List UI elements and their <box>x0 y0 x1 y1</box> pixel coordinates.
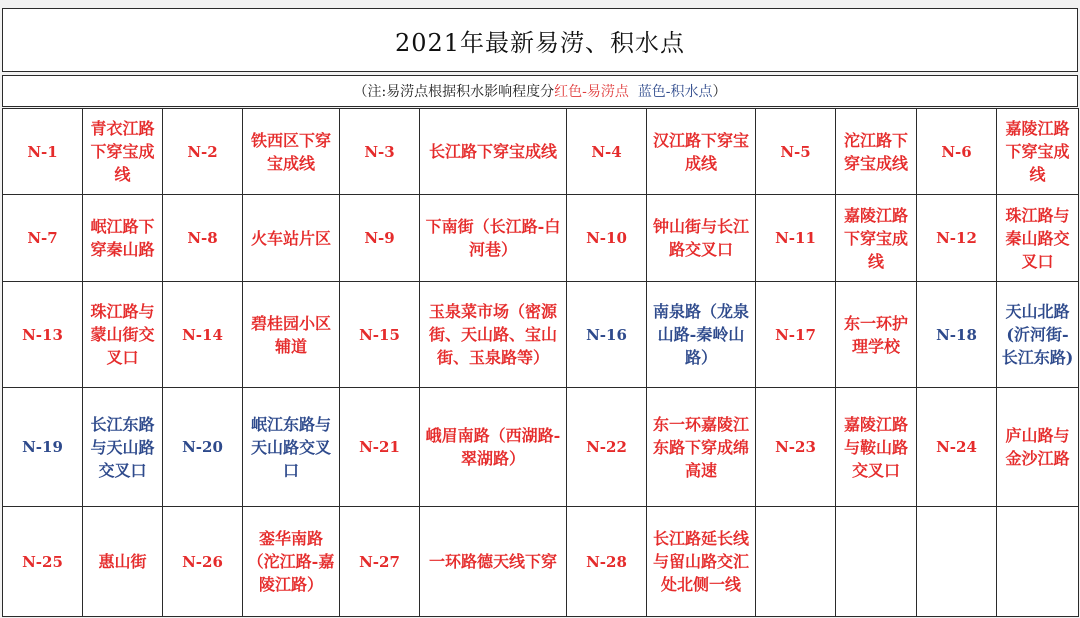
point-location-cell: 玉泉菜市场（密源街、天山路、宝山街、玉泉路等） <box>420 282 567 388</box>
point-code-cell: N-5 <box>756 109 836 195</box>
point-code-cell: N-21 <box>340 388 420 507</box>
table-row <box>3 507 1079 617</box>
point-location-cell: 惠山街 <box>83 507 163 617</box>
legend-note <box>2 75 1078 107</box>
point-code-cell: N-24 <box>917 388 997 507</box>
point-code-cell: N-4 <box>567 109 647 195</box>
point-location-cell: 火车站片区 <box>243 195 340 282</box>
point-location-cell <box>836 507 917 617</box>
point-location-cell: 嘉陵江路下穿宝成线 <box>997 109 1079 195</box>
note-prefix: （注:易涝点根据积水影响程度分 <box>353 84 555 100</box>
point-code-cell: N-7 <box>3 195 83 282</box>
point-location-cell: 下南街（长江路-白河巷） <box>420 195 567 282</box>
point-code-cell: N-19 <box>3 388 83 507</box>
point-location-cell: 天山北路(沂河街-长江东路) <box>997 282 1079 388</box>
page-title: 2021年最新易涝、积水点 <box>2 8 1078 72</box>
point-location-cell: 岷江路下穿秦山路 <box>83 195 163 282</box>
point-code-cell: N-25 <box>3 507 83 617</box>
point-location-cell: 汉江路下穿宝成线 <box>647 109 756 195</box>
legend-red: 红色-易涝点 <box>554 84 629 100</box>
point-location-cell: 岷江东路与天山路交叉口 <box>243 388 340 507</box>
point-code-cell: N-11 <box>756 195 836 282</box>
legend-blue: 蓝色-积水点 <box>637 84 713 100</box>
point-code-cell: N-16 <box>567 282 647 388</box>
point-code-cell: N-6 <box>917 109 997 195</box>
point-location-cell: 碧桂园小区辅道 <box>243 282 340 388</box>
point-code-cell: N-2 <box>163 109 243 195</box>
point-code-cell: N-27 <box>340 507 420 617</box>
point-code-cell: N-17 <box>756 282 836 388</box>
point-code-cell: N-26 <box>163 507 243 617</box>
point-code-cell: N-20 <box>163 388 243 507</box>
point-location-cell: 南泉路（龙泉山路-秦岭山路） <box>647 282 756 388</box>
point-code-cell: N-1 <box>3 109 83 195</box>
point-code-cell: N-28 <box>567 507 647 617</box>
note-suffix: ） <box>712 84 727 100</box>
point-location-cell: 铁西区下穿宝成线 <box>243 109 340 195</box>
point-location-cell: 东一环护理学校 <box>836 282 917 388</box>
point-code-cell <box>917 507 997 617</box>
flood-points-table <box>2 108 1079 617</box>
point-code-cell: N-9 <box>340 195 420 282</box>
point-location-cell: 峨眉南路（西湖路-翠湖路） <box>420 388 567 507</box>
point-location-cell: 嘉陵江路与鞍山路交叉口 <box>836 388 917 507</box>
note-gap <box>629 83 638 99</box>
point-code-cell: N-18 <box>917 282 997 388</box>
point-location-cell: 长江路延长线与留山路交汇处北侧一线 <box>647 507 756 617</box>
point-location-cell: 庐山路与金沙江路 <box>997 388 1079 507</box>
point-code-cell: N-8 <box>163 195 243 282</box>
table-row <box>3 109 1079 195</box>
table-row <box>3 195 1079 282</box>
point-code-cell: N-22 <box>567 388 647 507</box>
point-code-cell <box>756 507 836 617</box>
point-code-cell: N-12 <box>917 195 997 282</box>
table-row <box>3 388 1079 507</box>
point-code-cell: N-14 <box>163 282 243 388</box>
table-row <box>3 282 1079 388</box>
point-code-cell: N-15 <box>340 282 420 388</box>
point-location-cell: 东一环嘉陵江东路下穿成绵高速 <box>647 388 756 507</box>
point-location-cell: 长江路下穿宝成线 <box>420 109 567 195</box>
point-location-cell: 珠江路与秦山路交叉口 <box>997 195 1079 282</box>
point-location-cell: 一环路德天线下穿 <box>420 507 567 617</box>
point-location-cell: 青衣江路下穿宝成线 <box>83 109 163 195</box>
point-code-cell: N-3 <box>340 109 420 195</box>
point-code-cell: N-23 <box>756 388 836 507</box>
point-location-cell: 嘉陵江路下穿宝成线 <box>836 195 917 282</box>
point-location-cell <box>997 507 1079 617</box>
point-location-cell: 珠江路与蒙山街交叉口 <box>83 282 163 388</box>
point-code-cell: N-10 <box>567 195 647 282</box>
point-location-cell: 沱江路下穿宝成线 <box>836 109 917 195</box>
point-location-cell: 长江东路与天山路交叉口 <box>83 388 163 507</box>
point-location-cell: 钟山街与长江路交叉口 <box>647 195 756 282</box>
point-code-cell: N-13 <box>3 282 83 388</box>
point-location-cell: 銮华南路（沱江路-嘉陵江路） <box>243 507 340 617</box>
